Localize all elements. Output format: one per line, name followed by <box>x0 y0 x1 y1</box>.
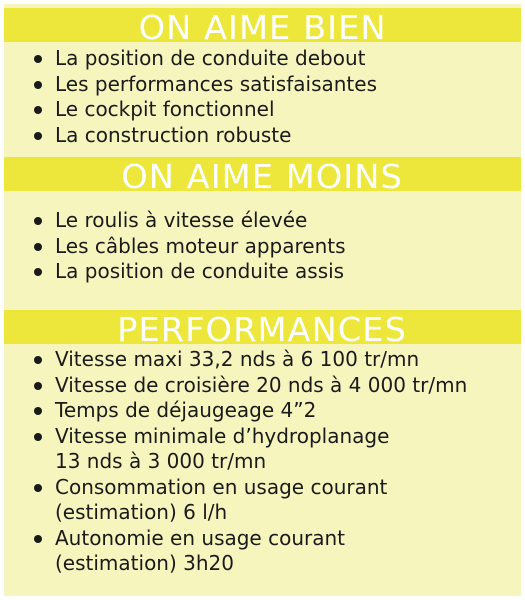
bullet-icon <box>34 268 42 276</box>
list-likes <box>4 46 521 148</box>
bullet-icon <box>34 55 42 63</box>
item-text: Les performances satisfaisantes <box>55 71 378 96</box>
item-text-continued: (estimation) 3h20 <box>55 551 234 575</box>
list-performances <box>4 347 521 577</box>
list-item <box>4 526 521 577</box>
list-item <box>4 373 521 399</box>
list-item <box>4 208 521 234</box>
list-item <box>4 234 521 260</box>
bullet-icon <box>34 535 42 543</box>
section-title-likes: ON AIME BIEN <box>138 8 387 42</box>
list-item <box>4 72 521 98</box>
item-text: Consommation en usage courant <box>55 474 388 499</box>
item-text: Temps de déjaugeage 4”2 <box>55 398 317 422</box>
list-item <box>4 123 521 149</box>
list-item <box>4 46 521 72</box>
item-text: La position de conduite assis <box>55 259 345 283</box>
item-text: Les câbles moteur apparents <box>55 233 346 258</box>
list-item <box>4 347 521 373</box>
item-text: Autonomie en usage courant <box>55 525 345 550</box>
section-header-performances <box>4 310 521 344</box>
bullet-icon <box>34 484 42 492</box>
section-header-likes <box>4 8 521 42</box>
bullet-icon <box>34 217 42 225</box>
section-title-performances: PERFORMANCES <box>117 310 408 344</box>
bullet-icon <box>34 356 42 364</box>
item-text: La construction robuste <box>55 122 292 147</box>
list-item <box>4 424 521 475</box>
item-text-continued: (estimation) 6 l/h <box>55 500 228 524</box>
list-item <box>4 398 521 424</box>
bullet-icon <box>34 132 42 140</box>
section-header-dislikes <box>4 157 521 191</box>
bullet-icon <box>34 106 42 114</box>
item-text: Vitesse minimale d’hydroplanage <box>55 423 390 448</box>
bullet-icon <box>34 407 42 415</box>
list-item <box>4 475 521 526</box>
item-text: Vitesse maxi 33,2 nds à 6 100 tr/mn <box>55 347 420 371</box>
item-text-continued: 13 nds à 3 000 tr/mn <box>55 449 267 473</box>
bullet-icon <box>34 433 42 441</box>
bullet-icon <box>34 81 42 89</box>
bullet-icon <box>34 243 42 251</box>
item-text: Le roulis à vitesse élevée <box>55 208 308 232</box>
list-dislikes <box>4 208 521 285</box>
item-text: Le cockpit fonctionnel <box>55 97 275 121</box>
summary-panel <box>4 4 521 596</box>
item-text: Vitesse de croisière 20 nds à 4 000 tr/mn <box>55 372 468 397</box>
bullet-icon <box>34 382 42 390</box>
list-item <box>4 259 521 285</box>
list-item <box>4 97 521 123</box>
item-text: La position de conduite debout <box>55 46 366 70</box>
section-title-dislikes: ON AIME MOINS <box>121 157 404 191</box>
